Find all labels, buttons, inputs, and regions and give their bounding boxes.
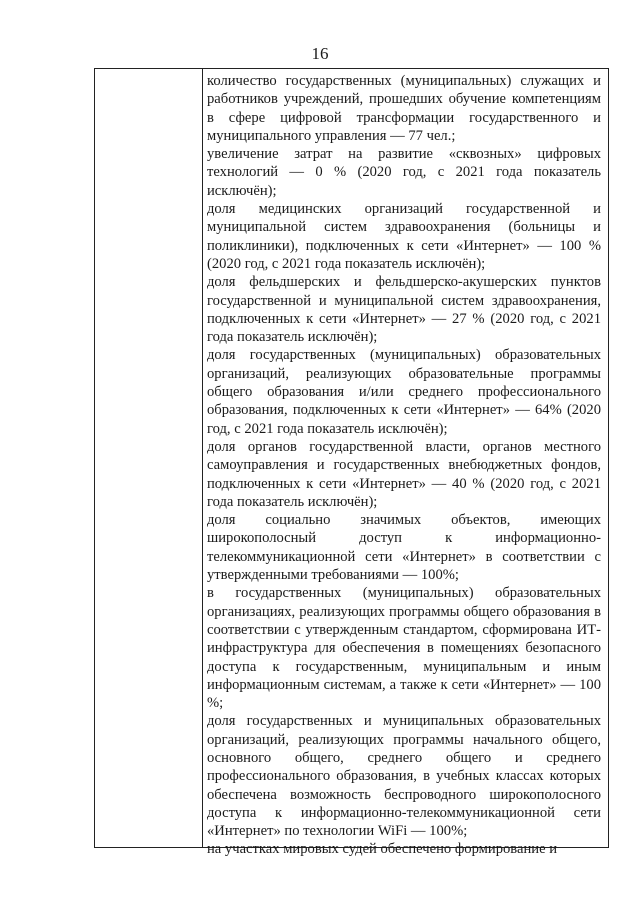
- indicators-cell: [207, 72, 601, 859]
- indicator-paragraph: в государственных (муниципальных) образовательных организациях, реализующих программы общего образования в соответствии с утвержденным стандартом, сформирована ИТ-инфраструктура для обеспечения в помещениях безопасного доступа к государственным, муниципальным и иным информационным системам, а также к сети «Интернет» — 100 %;: [207, 585, 601, 712]
- document-table: [94, 68, 609, 858]
- indicator-paragraph: доля государственных и муниципальных образовательных организаций, реализующих программы начального общего, основного общего, среднего общего и среднего профессионального образования, в учебных классах которых обеспечена возможность беспроводного широкополосного доступа к информационно-телекоммуникационной сети «Интернет» по технологии WiFi — 100%;: [207, 713, 601, 840]
- indicator-paragraph: доля органов государственной власти, органов местного самоуправления и государственных внебюджетных фондов, подключенных к сети «Интернет» — 40 % (2020 год, с 2021 года показатель исключён);: [207, 438, 601, 510]
- indicator-paragraph: на участках мировых судей обеспечено формирование и: [207, 841, 558, 858]
- indicator-paragraph: доля социально значимых объектов, имеющих широкополосный доступ к информационно-телекоммуникационной сети «Интернет» в соответствии с утвержденными требованиями — 100%;: [207, 512, 601, 584]
- indicator-paragraph: доля фельдшерских и фельдшерско-акушерских пунктов государственной и муниципальной систем здравоохранения, подключенных к сети «Интернет» — 27 % (2020 год, с 2021 года показатель исключён);: [207, 274, 601, 346]
- indicator-paragraph: увеличение затрат на развитие «сквозных» цифровых технологий — 0 % (2020 год, с 2021 года показатель исключён);: [207, 146, 601, 199]
- indicator-paragraph: доля медицинских организаций государственной и муниципальной систем здравоохранения (больницы и поликлиники), подключенных к сети «Интернет» — 100 % (2020 год, с 2021 года показатель исключён);: [207, 201, 601, 272]
- page-number: 16: [311, 44, 329, 63]
- column-divider: [202, 69, 203, 847]
- indicator-paragraph: количество государственных (муниципальных) служащих и работников учреждений, прошедших обучение компетенциям в сфере цифровой трансформации государственного и муниципального управления — 77 чел.;: [207, 73, 601, 144]
- indicator-paragraph: доля государственных (муниципальных) образовательных организаций, реализующих образовательные программы общего образования и/или среднего профессионального образования, подключенных к сети «Интернет» — 64% (2020 год, с 2021 года показатель исключён);: [207, 347, 601, 437]
